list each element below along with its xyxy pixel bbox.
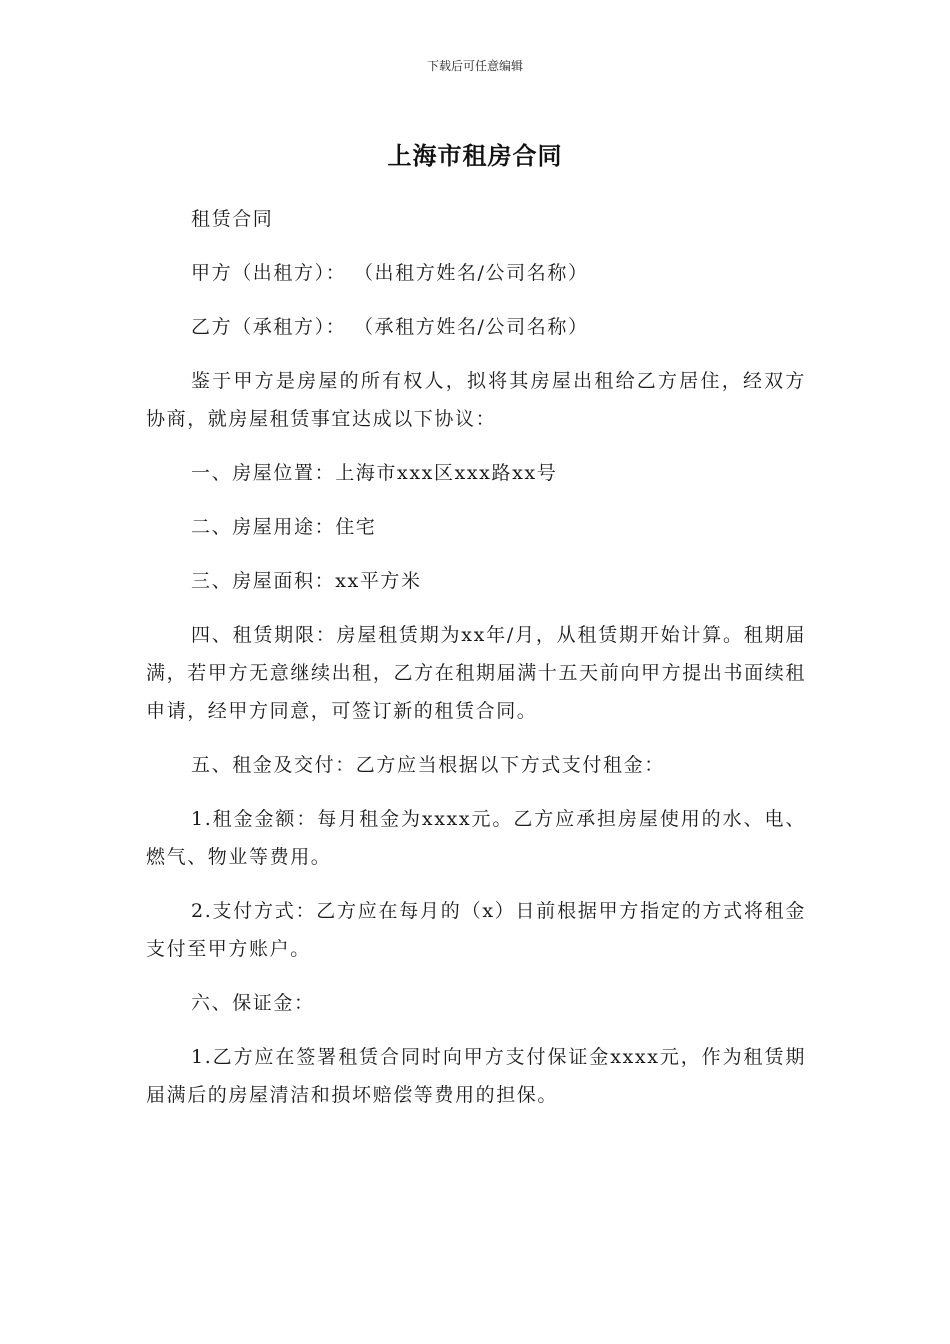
paragraph-rent-payment: 五、租金及交付：乙方应当根据以下方式支付租金： [191, 754, 665, 776]
document-title: 上海市租房合同 [387, 142, 563, 170]
paragraph-rent-amount: 1.租金金额：每月租金为xxxx元。乙方应承担房屋使用的水、电、燃气、物业等费用。 [146, 808, 806, 868]
paragraph-payment-method: 2.支付方式：乙方应在每月的（x）日前根据甲方指定的方式将租金支付至甲方账户。 [146, 900, 806, 960]
paragraph-house-location: 一、房屋位置：上海市xxx区xxx路xx号 [191, 462, 558, 484]
paragraph-house-usage: 二、房屋用途：住宅 [191, 516, 377, 538]
paragraph-party-a: 甲方（出租方）： （出租方姓名/公司名称） [191, 262, 589, 284]
paragraph-deposit-detail: 1.乙方应在签署租赁合同时向甲方支付保证金xxxx元，作为租赁期届满后的房屋清洁和损坏赔偿等费用的担保。 [146, 1046, 806, 1106]
paragraph-deposit-heading: 六、保证金： [191, 992, 315, 1014]
paragraph-preamble: 鉴于甲方是房屋的所有权人，拟将其房屋出租给乙方居住，经双方协商，就房屋租赁事宜达成以下协议： [146, 370, 806, 430]
paragraph-lease-term: 四、租赁期限：房屋租赁期为xx年/月，从租赁期开始计算。租期届满，若甲方无意继续出租，乙方在租期届满十五天前向甲方提出书面续租申请，经甲方同意，可签订新的租赁合同。 [146, 624, 806, 722]
paragraph-house-area: 三、房屋面积：xx平方米 [191, 570, 422, 592]
paragraph-contract-heading: 租赁合同 [191, 208, 274, 230]
paragraph-party-b: 乙方（承租方）： （承租方姓名/公司名称） [191, 316, 589, 338]
document-body [146, 200, 806, 1130]
header-note: 下载后可任意编辑 [426, 59, 523, 73]
